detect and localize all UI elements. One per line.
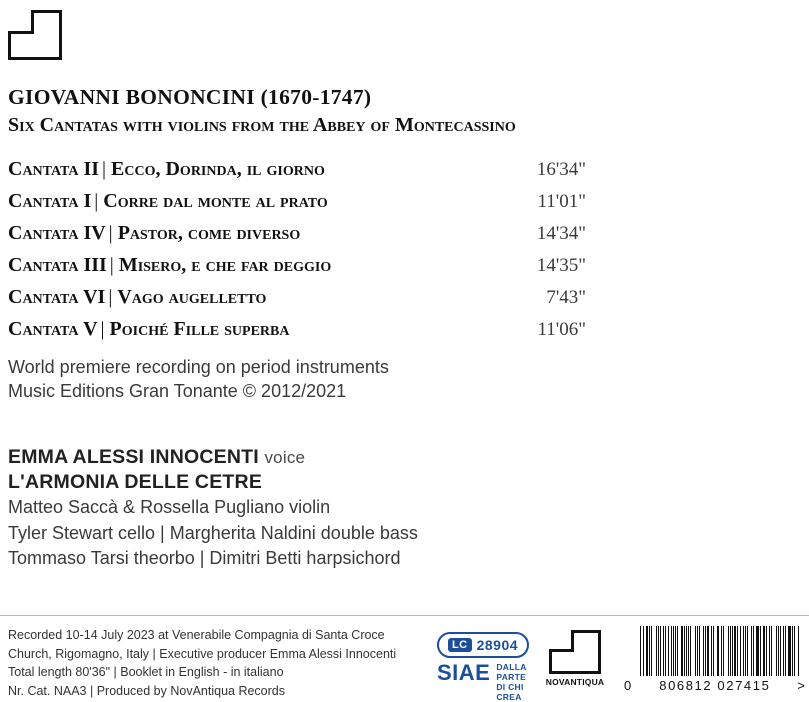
track-name: Corre dal monte al prato [103, 189, 328, 212]
track-title [8, 286, 508, 309]
track-name: Misero, e che far deggio [118, 253, 332, 276]
track-number: Cantata II [8, 157, 100, 180]
track-duration: 11'01" [537, 190, 586, 212]
track-row [8, 158, 798, 190]
barcode-trail-digit: > [797, 678, 806, 693]
performer-line: Tommaso Tarsi theorbo | Dimitri Betti harpsichord [8, 548, 401, 569]
track-row [8, 318, 798, 350]
release-info [8, 84, 798, 572]
track-name: Pastor, come diverso [117, 221, 301, 244]
track-separator: | [100, 317, 105, 340]
logo-notch-shape [549, 630, 574, 652]
composer-heading: GIOVANNI BONONCINI (1670-1747) [8, 85, 372, 109]
track-row [8, 286, 798, 318]
credit-line: Church, Rigomagno, Italy | Executive producer Emma Alessi Innocenti [8, 646, 397, 661]
track-row [8, 222, 798, 254]
track-number: Cantata VI [8, 285, 106, 308]
siae-logo [437, 662, 527, 702]
credit-line: Recorded 10-14 July 2023 at Venerabile Compagnia di Santa Croce [8, 628, 385, 642]
lc-number: 28904 [476, 637, 519, 653]
ensemble-line [8, 470, 798, 495]
track-title [8, 318, 508, 341]
footer [0, 615, 809, 700]
track-duration: 11'06" [537, 318, 586, 340]
note-line: Music Editions Gran Tonante © 2012/2021 [8, 380, 347, 401]
siae-tagline [496, 662, 526, 702]
track-duration: 14'34" [536, 222, 586, 244]
siae-tagline-line: DI CHI [496, 681, 524, 692]
track-name: Ecco, Dorinda, il giorno [111, 157, 325, 180]
track-row [8, 254, 798, 286]
logo-notch-shape [8, 10, 34, 34]
track-number: Cantata I [8, 189, 92, 212]
track-number: Cantata IV [8, 221, 106, 244]
soloist-line [8, 445, 798, 470]
barcode-number [622, 678, 808, 693]
soloist-name: EMMA ALESSI INNOCENTI [8, 446, 259, 469]
track-title [8, 254, 508, 277]
tracklist [8, 158, 798, 350]
barcode-main-digits: 806812 027415 [659, 678, 771, 693]
track-title [8, 158, 508, 181]
siae-wordmark: SIAE [437, 660, 491, 685]
track-name: Vago augelletto [117, 285, 267, 308]
performer-line: Tyler Stewart cello | Margherita Naldini double bass [8, 522, 418, 543]
track-separator: | [109, 253, 114, 276]
credits-block [8, 626, 428, 700]
novantiqua-logo-top [8, 10, 62, 60]
track-separator: | [108, 221, 113, 244]
barcode-lead-digit: 0 [624, 678, 633, 693]
track-number: Cantata V [8, 317, 98, 340]
credit-line: Nr. Cat. NAA3 | Produced by NovAntiqua Records [8, 683, 285, 698]
track-title [8, 222, 508, 245]
novantiqua-logo-footer [541, 630, 609, 687]
performers-block [8, 445, 798, 572]
siae-tagline-line: CREA [496, 691, 522, 702]
track-title [8, 190, 508, 213]
track-number: Cantata III [8, 253, 107, 276]
siae-tagline-line: PARTE [496, 671, 527, 682]
track-row [8, 190, 798, 222]
siae-tagline-line: DALLA [496, 662, 527, 672]
track-duration: 16'34" [536, 158, 586, 180]
track-duration: 7'43" [546, 286, 586, 308]
ensemble-name: L'ARMONIA DELLE CETRE [8, 471, 263, 494]
track-separator: | [102, 157, 107, 180]
barcode-icon [640, 626, 800, 676]
note-line: World premiere recording on period instruments [8, 356, 389, 377]
lc-label: LC [448, 638, 472, 652]
track-name: Poiché Fille superba [109, 317, 290, 340]
credit-line: Total length 80'36" | Booklet in English - in italiano [8, 665, 284, 679]
performer-line: Matteo Saccà & Rossella Pugliano violin [8, 497, 331, 518]
track-separator: | [94, 189, 99, 212]
track-separator: | [108, 285, 113, 308]
recording-notes [8, 356, 798, 404]
album-subtitle: Six Cantatas with violins from the Abbey of Montecassino [8, 113, 516, 136]
soloist-role: voice [264, 448, 306, 468]
label-name: NOVANTIQUA [545, 677, 605, 687]
lc-code-badge [437, 632, 529, 658]
track-duration: 14'35" [536, 254, 586, 276]
